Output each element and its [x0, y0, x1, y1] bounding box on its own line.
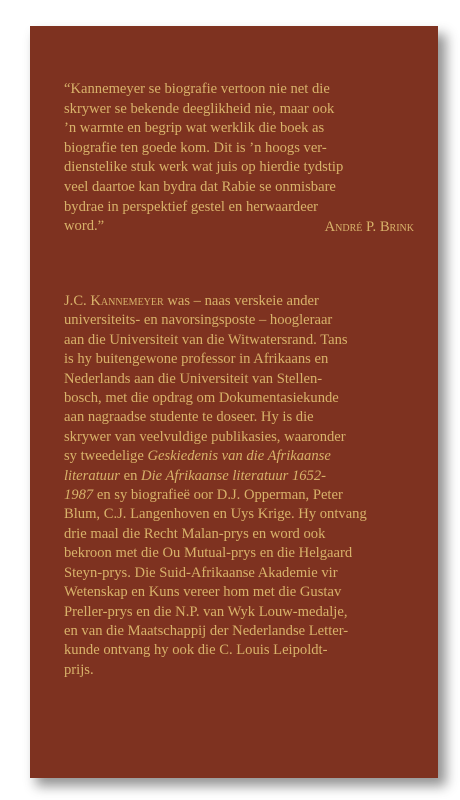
quote-line: dienstelike stuk werk wat juis op hierdie tydstip [64, 159, 344, 176]
author-biography [64, 292, 424, 680]
bio-line: kunde ontvang hy ook die C. Louis Leipoldt- [64, 642, 328, 659]
bio-line: Steyn-prys. Die Suid-Afrikaanse Akademie vir [64, 564, 338, 581]
bio-line [64, 486, 424, 505]
bio-line: is hy buitengewone professor in Afrikaans en [64, 351, 329, 368]
quote-line: veel daartoe kan bydra dat Rabie se onmisbare [64, 178, 336, 195]
quote-attribution: André P. Brink [324, 219, 414, 235]
book-title: literatuur [64, 467, 120, 484]
review-quote [64, 80, 414, 237]
bio-line [64, 467, 424, 486]
quote-line: word.” [64, 218, 105, 235]
bio-text: sy tweedelige [64, 448, 148, 465]
book-title: Geskiedenis van die Afrikaanse [147, 448, 331, 465]
quote-line: bydrae in perspektief gestel en herwaardeer [64, 198, 319, 215]
bio-line: aan nagraadse studente te doseer. Hy is die [64, 409, 314, 426]
bio-line: bosch, met die opdrag om Dokumentasiekunde [64, 390, 339, 407]
quote-line: biografie ten goede kom. Dit is ’n hoogs ver- [64, 139, 327, 156]
author-initials: J.C. [64, 293, 91, 309]
bio-line: skrywer van veelvuldige publikasies, waaronder [64, 428, 346, 445]
bio-line: drie maal die Recht Malan-prys en word ook [64, 525, 326, 542]
bio-line: Nederlands aan die Universiteit van Stellen- [64, 370, 323, 387]
bio-line [64, 292, 424, 311]
book-title: Die Afrikaanse literatuur 1652- [141, 467, 327, 484]
bio-line [64, 447, 424, 466]
author-surname: Kannemeyer [90, 293, 164, 309]
quote-line: ’n warmte en begrip wat werklik die boek as [64, 120, 325, 137]
bio-text: was – naas verskeie ander [163, 293, 319, 309]
bio-line: Preller-prys en die N.P. van Wyk Louw-medalje, [64, 603, 348, 620]
quote-line: skrywer se bekende deeglikheid nie, maar ook [64, 100, 335, 117]
bio-line: Wetenskap en Kuns vereer hom met die Gustav [64, 584, 342, 601]
bio-line: en van die Maatschappij der Nederlandse Letter- [64, 622, 349, 639]
book-title: 1987 [64, 487, 94, 504]
bio-text: en sy biografieë oor D.J. Opperman, Peter [93, 487, 343, 504]
bio-line: aan die Universiteit van die Witwatersrand. Tans [64, 331, 348, 348]
bio-text: en [119, 467, 142, 484]
bio-line: bekroon met die Ou Mutual-prys en die Helgaard [64, 545, 353, 562]
quote-line: “Kannemeyer se biografie vertoon nie net die [64, 81, 330, 97]
bio-line: universiteits- en navorsingsposte – hoogleraar [64, 312, 333, 329]
bio-line: Blum, C.J. Langenhoven en Uys Krige. Hy ontvang [64, 506, 367, 523]
bio-line: prijs. [64, 661, 94, 678]
back-cover [30, 26, 438, 778]
